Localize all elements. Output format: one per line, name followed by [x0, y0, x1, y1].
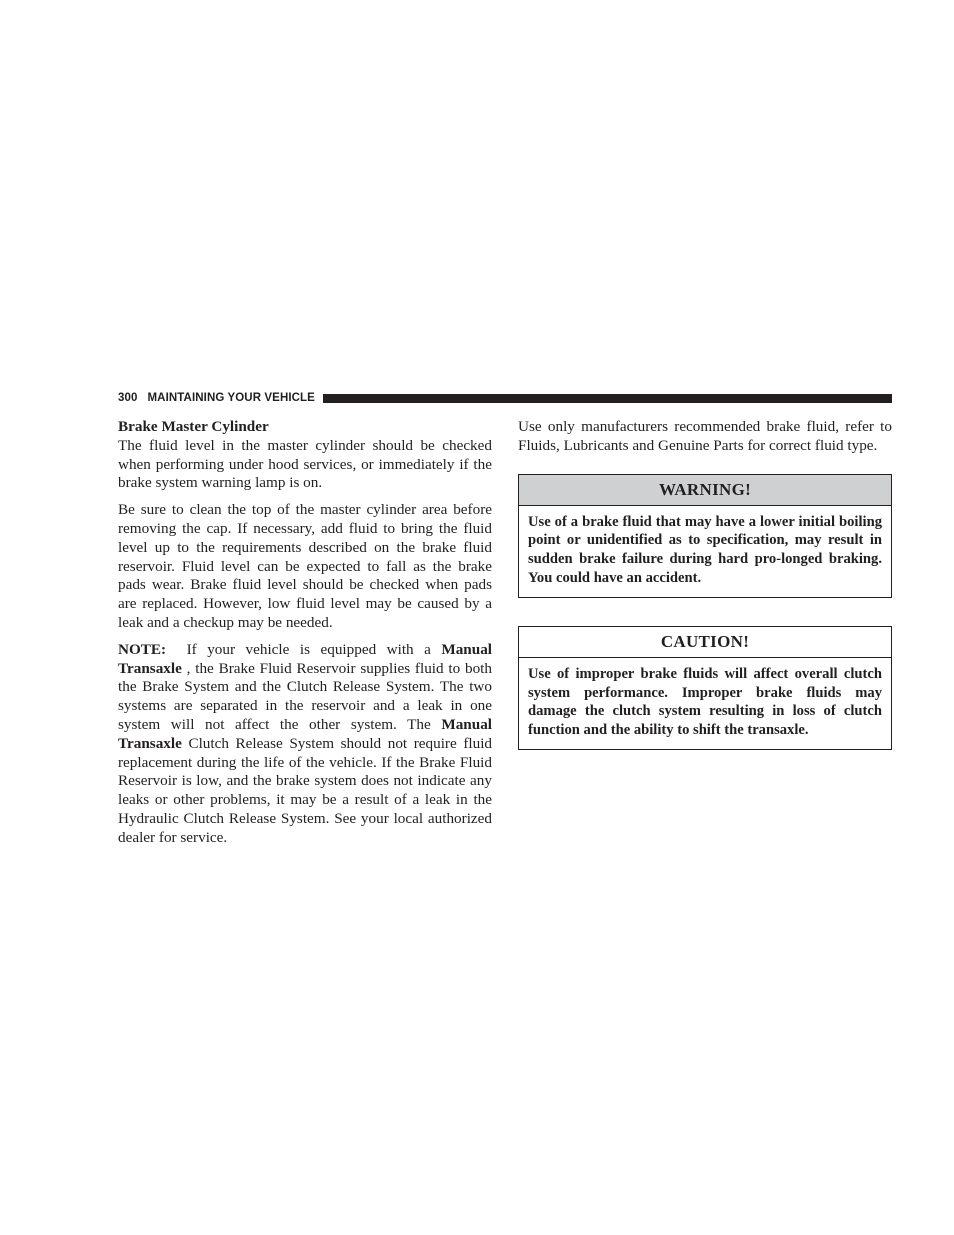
note-paragraph: [118, 641, 492, 848]
caution-body: Use of improper brake fluids will affect overall clutch system performance. Improper brake fluids may damage the clutch system resulting in loss of clutch function and the ability to shift the transaxle.: [528, 665, 882, 739]
page-header: [118, 390, 892, 406]
paragraph-clean-cap: Be sure to clean the top of the master cylinder area before removing the cap. If necessary, add fluid to bring the fluid level up to the requirements described on the brake fluid reservoir. Fluid level can be expected to fall as the brake pads wear. Brake fluid level should be checked when pads are replaced. However, low fluid level may be caused by a leak and a checkup may be needed.: [118, 501, 492, 631]
section-title: MAINTAINING YOUR VEHICLE: [147, 392, 315, 404]
left-column: [118, 418, 492, 848]
warning-body: Use of a brake fluid that may have a lower initial boiling point or unidentified as to specification, may result in sudden brake failure during hard pro-longed braking. You could have an accident.: [528, 513, 882, 586]
note-text-3: Clutch Release System should not require fluid replacement during the life of the vehicle. If the Brake Fluid Reservoir is low, and the brake system does not indicate any leaks or other problems, it may be a result of a leak in the Hydraulic Clutch Release System. See your local authorized dealer for service.: [118, 734, 493, 846]
section-heading: Brake Master Cylinder: [118, 418, 269, 435]
warning-box: [518, 474, 892, 598]
note-text-1: If your vehicle is equipped with a: [186, 640, 431, 658]
page-number: 300: [118, 392, 138, 404]
header-rule: [323, 394, 892, 403]
note-text-2: , the Brake Fluid Reservoir supplies fluid to both the Brake System and the Clutch Release System. The two systems are separated in the reservoir and a leak in one system will not affect the other system. The: [118, 659, 493, 733]
warning-title: WARNING!: [519, 475, 891, 506]
caution-title: CAUTION!: [519, 627, 891, 658]
paragraph-recommended-fluid: Use only manufacturers recommended brake fluid, refer to Fluids, Lubricants and Genuine Parts for correct fluid type.: [518, 418, 892, 454]
note-label: NOTE:: [118, 640, 167, 658]
note-term-manual-transaxle-2: Manual Transaxle: [118, 715, 493, 752]
note-term-manual-transaxle: Manual Transaxle: [118, 640, 493, 677]
right-column: [518, 418, 892, 750]
paragraph-fluid-level: The fluid level in the master cylinder should be checked when performing under hood services, or immediately if the brake system warning lamp is on.: [118, 436, 492, 492]
caution-box: [518, 626, 892, 750]
